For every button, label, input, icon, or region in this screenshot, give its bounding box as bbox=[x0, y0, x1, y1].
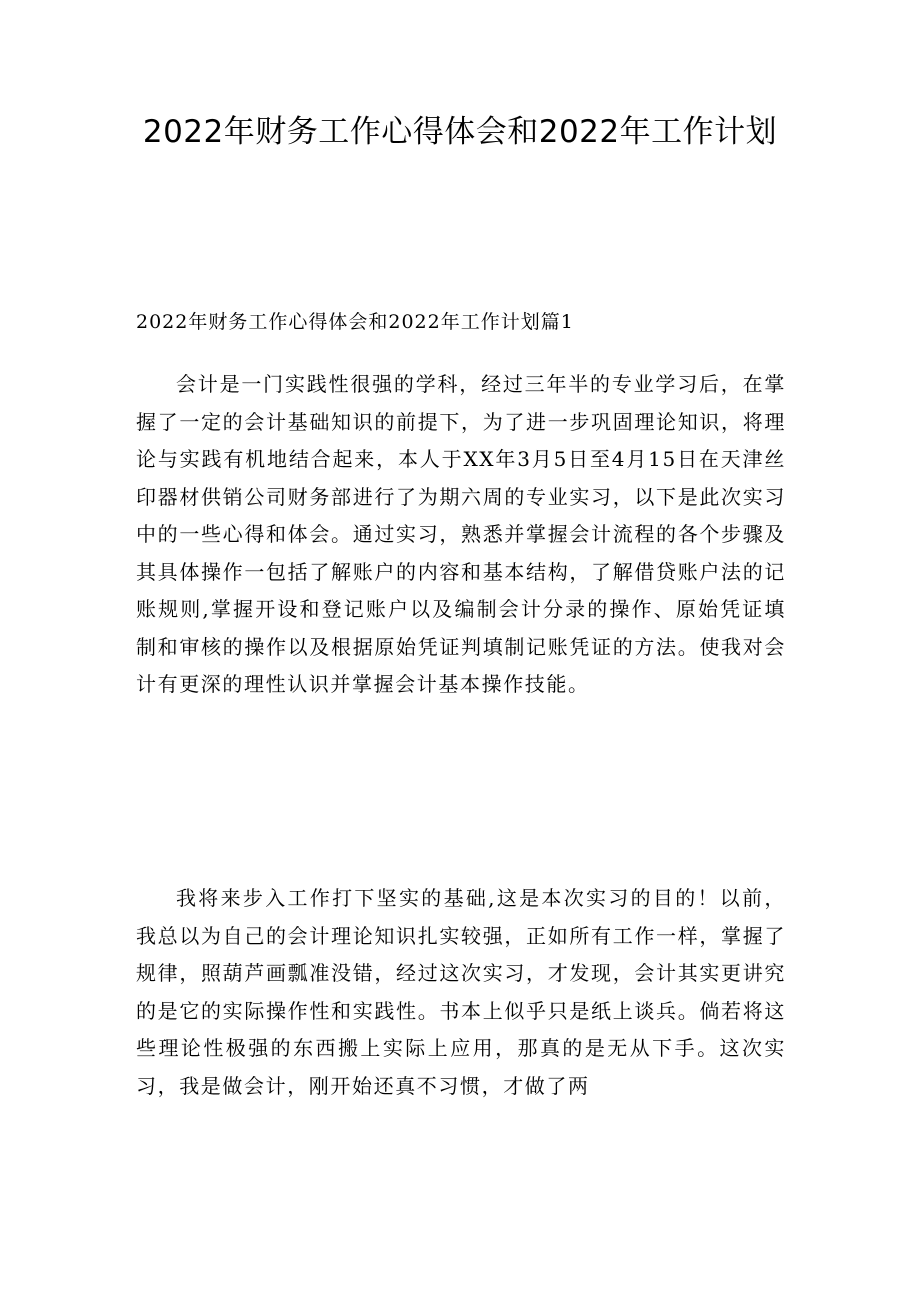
document-title: 2022年财务工作心得体会和2022年工作计划 bbox=[142, 114, 778, 150]
section-heading: 2022年财务工作心得体会和2022年工作计划篇1 bbox=[136, 311, 574, 333]
paragraph-2: 我将来步入工作打下坚实的基础,这是本次实习的目的！以前，我总以为自己的会计理论知识扎实较强，正如所有工作一样，掌握了规律，照葫芦画瓢准没错，经过这次实习，才发现，会计其实更讲究的是它的实际操作性和实践性。书本上似乎只是纸上谈兵。倘若将这些理论性极强的东西搬上实际上应用，那真的是无从下手。这次实习，我是做会计，刚开始还真不习惯，才做了两 bbox=[136, 886, 786, 1098]
paragraph-1: 会计是一门实践性很强的学科，经过三年半的专业学习后，在掌握了一定的会计基础知识的前提下，为了进一步巩固理论知识，将理论与实践有机地结合起来，本人于XX年3月5日至4月15日在天津丝印器材供销公司财务部进行了为期六周的专业实习，以下是此次实习中的一些心得和体会。通过实习，熟悉并掌握会计流程的各个步骤及其具体操作一包括了解账户的内容和基本结构，了解借贷账户法的记账规则,掌握开设和登记账户以及编制会计分录的操作、原始凭证填制和审核的操作以及根据原始凭证判填制记账凭证的方法。使我对会计有更深的理性认识并掌握会计基本操作技能。 bbox=[136, 372, 786, 696]
